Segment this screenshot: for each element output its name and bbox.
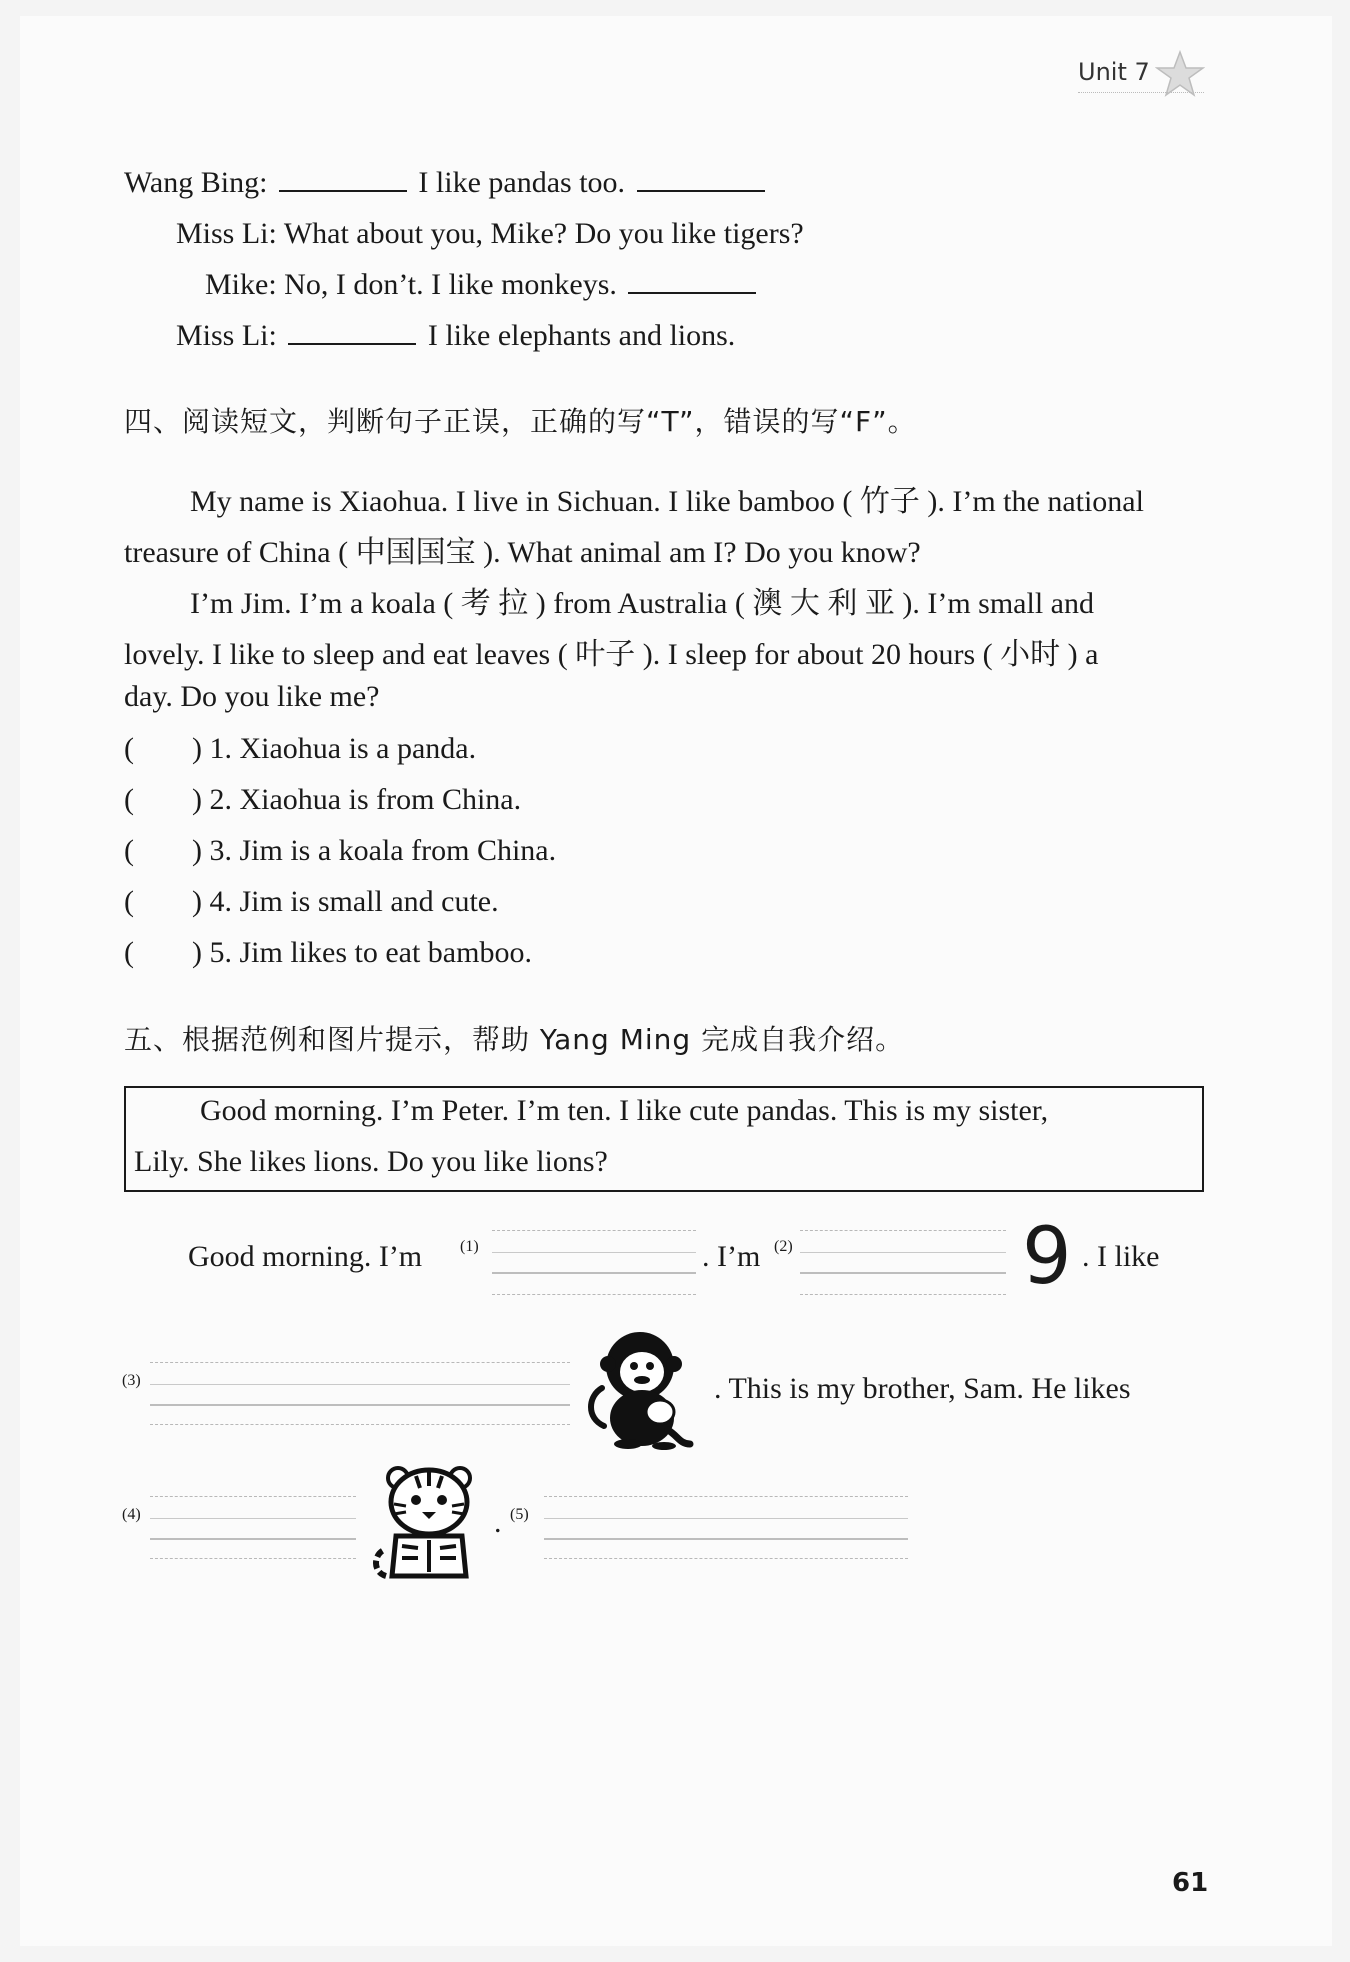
blank-number-1: (1) bbox=[460, 1238, 479, 1255]
question-5 bbox=[124, 936, 532, 970]
guide-line bbox=[150, 1384, 570, 1385]
guide-line bbox=[150, 1362, 570, 1363]
example-line-1: Good morning. I’m Peter. I’m ten. I like cute pandas. This is my sister, bbox=[200, 1094, 1049, 1127]
passage-2-line-3: day. Do you like me? bbox=[124, 680, 380, 713]
passage-1-line-1: My name is Xiaohua. I live in Sichuan. I like bamboo ( 竹子 ). I’m the national bbox=[190, 485, 1144, 518]
guide-line bbox=[544, 1518, 908, 1519]
question-text: ) 3. Jim is a koala from China. bbox=[192, 834, 557, 867]
blank-number-5: (5) bbox=[510, 1506, 529, 1523]
line-text: No, I don’t. I like monkeys. bbox=[284, 268, 617, 301]
answer-paren[interactable]: ( bbox=[124, 834, 134, 867]
answer-blank[interactable] bbox=[637, 186, 765, 192]
passage-2-line-1: I’m Jim. I’m a koala ( 考 拉 ) from Australia ( 澳 大 利 亚 ). I’m small and bbox=[190, 587, 1094, 620]
passage-2-line-2: lovely. I like to sleep and eat leaves ( 叶子 ). I sleep for about 20 hours ( 小时 ) a bbox=[124, 638, 1099, 671]
answer-line-4[interactable] bbox=[150, 1538, 356, 1540]
speaker: Miss Li: bbox=[176, 319, 277, 352]
dialogue-line-2 bbox=[176, 217, 804, 251]
guide-line bbox=[492, 1230, 696, 1231]
example-line-2: Lily. She likes lions. Do you like lions? bbox=[134, 1145, 608, 1178]
question-2 bbox=[124, 783, 521, 817]
dialogue-line-1 bbox=[124, 166, 769, 200]
answer-blank[interactable] bbox=[279, 186, 407, 192]
guide-line bbox=[800, 1294, 1006, 1295]
section-5-heading: 五、根据范例和图片提示，帮助 Yang Ming 完成自我介绍。 bbox=[124, 1023, 905, 1056]
answer-blank[interactable] bbox=[288, 339, 416, 345]
tiger-icon bbox=[372, 1464, 486, 1584]
question-1 bbox=[124, 732, 476, 766]
guide-line bbox=[544, 1558, 908, 1559]
answer-line-5[interactable] bbox=[544, 1538, 908, 1540]
period-dot: . bbox=[494, 1506, 502, 1539]
answer-line-2[interactable] bbox=[800, 1272, 1006, 1274]
intro-im: . I’m bbox=[702, 1240, 761, 1273]
guide-line bbox=[150, 1558, 356, 1559]
answer-paren[interactable]: ( bbox=[124, 936, 134, 969]
line-text: What about you, Mike? Do you like tigers? bbox=[283, 217, 804, 250]
speaker: Wang Bing: bbox=[124, 166, 268, 199]
guide-line bbox=[150, 1496, 356, 1497]
guide-line bbox=[150, 1518, 356, 1519]
workbook-page bbox=[20, 16, 1332, 1946]
question-4 bbox=[124, 885, 499, 919]
age-number-nine: 9 bbox=[1022, 1212, 1072, 1302]
question-3 bbox=[124, 834, 556, 868]
blank-number-4: (4) bbox=[122, 1506, 141, 1523]
answer-paren[interactable]: ( bbox=[124, 885, 134, 918]
guide-line bbox=[800, 1252, 1006, 1253]
question-text: ) 5. Jim likes to eat bamboo. bbox=[192, 936, 532, 969]
speaker: Miss Li: bbox=[176, 217, 277, 250]
answer-line-1[interactable] bbox=[492, 1272, 696, 1274]
line-text: I like pandas too. bbox=[418, 166, 626, 199]
section-4-heading: 四、阅读短文，判断句子正误，正确的写“T”，错误的写“F”。 bbox=[124, 405, 917, 438]
answer-paren[interactable]: ( bbox=[124, 783, 134, 816]
answer-paren[interactable]: ( bbox=[124, 732, 134, 765]
monkey-icon bbox=[582, 1326, 702, 1450]
unit-label: Unit 7 bbox=[1078, 58, 1150, 86]
question-text: ) 4. Jim is small and cute. bbox=[192, 885, 499, 918]
speaker: Mike: bbox=[205, 268, 277, 301]
answer-line-3[interactable] bbox=[150, 1404, 570, 1406]
guide-line bbox=[544, 1496, 908, 1497]
guide-line bbox=[492, 1294, 696, 1295]
intro-greeting: Good morning. I’m bbox=[188, 1240, 423, 1273]
dialogue-line-4 bbox=[176, 319, 735, 353]
blank-number-2: (2) bbox=[774, 1238, 793, 1255]
star-icon bbox=[1155, 50, 1205, 98]
header-rule bbox=[1078, 92, 1204, 93]
question-text: ) 1. Xiaohua is a panda. bbox=[192, 732, 477, 765]
question-text: ) 2. Xiaohua is from China. bbox=[192, 783, 522, 816]
guide-line bbox=[800, 1230, 1006, 1231]
answer-blank[interactable] bbox=[628, 288, 756, 294]
guide-line bbox=[150, 1424, 570, 1425]
intro-i-like: . I like bbox=[1082, 1240, 1160, 1273]
blank-number-3: (3) bbox=[122, 1372, 141, 1389]
line-text: I like elephants and lions. bbox=[427, 319, 736, 352]
page-number: 61 bbox=[1172, 1868, 1209, 1898]
passage-1-line-2: treasure of China ( 中国国宝 ). What animal am I? Do you know? bbox=[124, 536, 921, 569]
intro-brother: . This is my brother, Sam. He likes bbox=[714, 1372, 1131, 1405]
guide-line bbox=[492, 1252, 696, 1253]
dialogue-line-3 bbox=[205, 268, 760, 302]
